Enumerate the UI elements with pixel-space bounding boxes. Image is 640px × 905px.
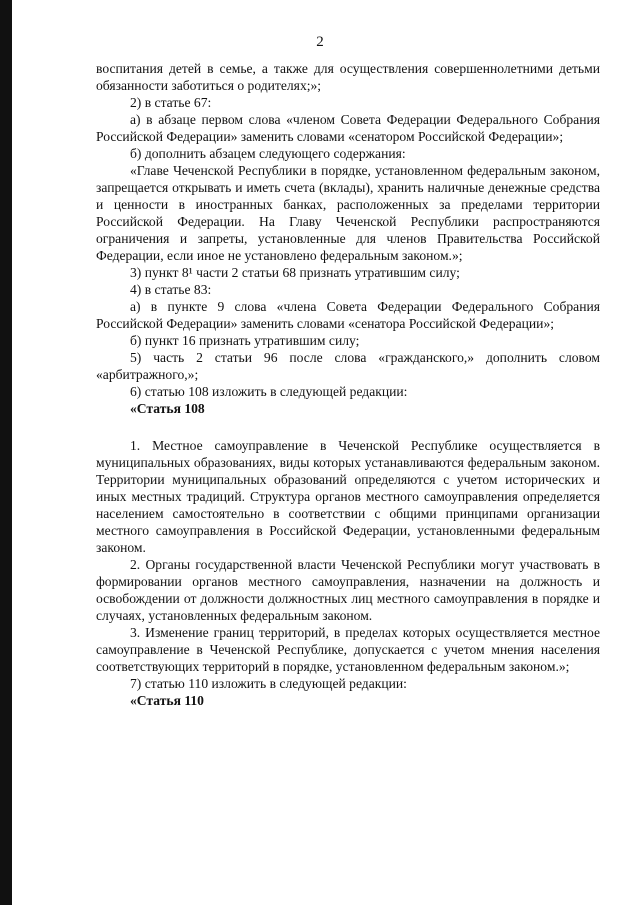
page-number: 2	[316, 34, 324, 50]
paragraph: 5) часть 2 статьи 96 после слова «гражданского,» дополнить словом «арбитражного,»;	[96, 350, 600, 382]
paragraph-gap	[96, 417, 600, 437]
paragraph: а) в пункте 9 слова «члена Совета Федерации Федерального Собрания Российской Федерации» заменить словами «сенатора Российской Федерации»;	[96, 299, 600, 331]
article-heading: «Статья 110	[130, 693, 204, 708]
paragraph: б) пункт 16 признать утратившим силу;	[130, 333, 360, 348]
paragraph: воспитания детей в семье, а также для осуществления совершеннолетними детьми обязанности заботиться о родителях;»;	[96, 61, 600, 93]
scan-edge-bar	[0, 0, 12, 905]
paragraph: а) в абзаце первом слова «членом Совета Федерации Федерального Собрания Российской Федерации» заменить словами «сенатором Российской Федерации»;	[96, 112, 600, 144]
paragraph: «Главе Чеченской Республики в порядке, установленном федеральным законом, запрещается открывать и иметь счета (вклады), хранить наличные денежные средства и ценности в иностранных банках, расположенных за пределами территории Российской Федерации. На Главу Чеченской Республики распространяются ограничения и запреты, установленные для членов Правительства Российской Федерации, если иное не установлено федеральным законом.»;	[96, 163, 600, 263]
paragraph: 2) в статье 67:	[130, 95, 212, 110]
paragraph: 6) статью 108 изложить в следующей редакции:	[130, 384, 408, 399]
paragraph: 3. Изменение границ территорий, в пределах которых осуществляется местное самоуправление в Чеченской Республике, допускается с учетом мнения населения соответствующих территорий в порядке, установленном федеральным законом.»;	[96, 625, 600, 674]
paragraph: б) дополнить абзацем следующего содержания:	[130, 146, 406, 161]
paragraph: 3) пункт 8¹ части 2 статьи 68 признать утратившим силу;	[130, 265, 460, 280]
paragraph: 4) в статье 83:	[130, 282, 212, 297]
paragraph: 1. Местное самоуправление в Чеченской Республике осуществляется в муниципальных образованиях, виды которых устанавливаются федеральным законом. Территории муниципальных образований определяются с учетом исторических и иных местных традиций. Структура органов местного самоуправления определяется населением самостоятельно в соответствии с общими принципами организации местного самоуправления в Российской Федерации, установленными федеральным законом.	[96, 438, 600, 555]
paragraph: 7) статью 110 изложить в следующей редакции:	[130, 676, 407, 691]
article-heading: «Статья 108	[130, 401, 205, 416]
paragraph: 2. Органы государственной власти Чеченской Республики могут участвовать в формировании органов местного самоуправления, назначении на должность и освобождении от должности должностных лиц местного самоуправления в порядке и случаях, установленных федеральным законом.	[96, 557, 600, 623]
document-body	[96, 60, 600, 709]
